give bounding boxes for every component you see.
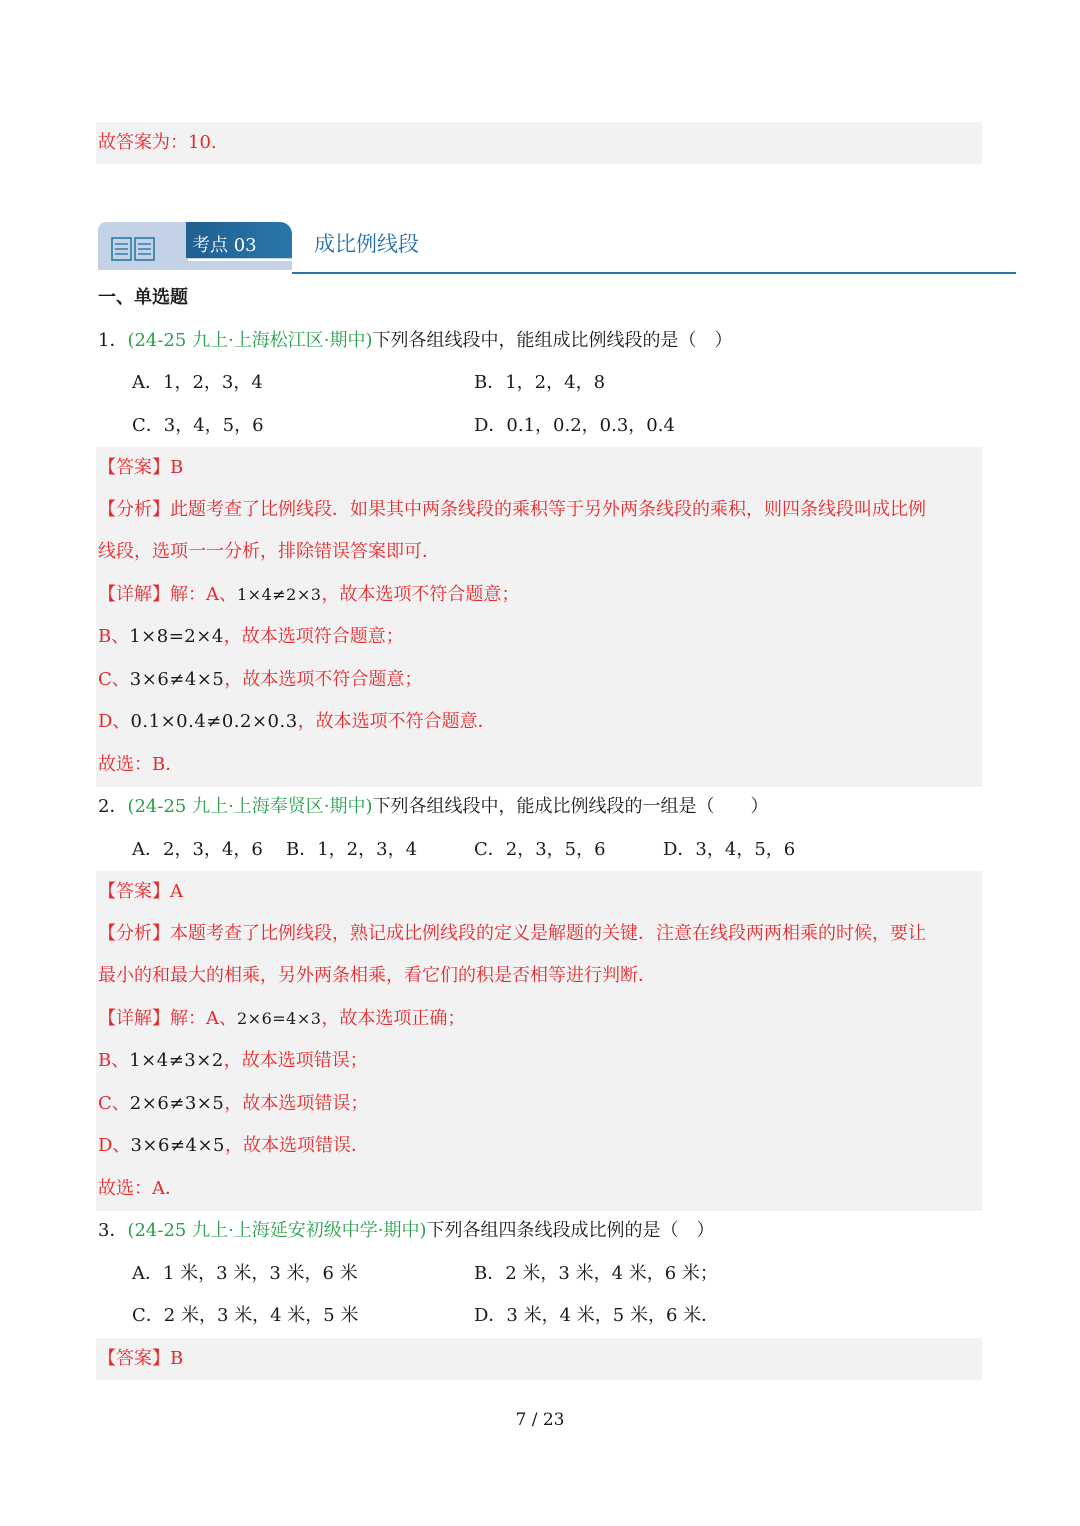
analysis-cont: 最小的和最大的相乘，另外两条相乘，看它们的积是否相等进行判断．: [98, 965, 656, 986]
option-d: D．3 米，4 米，5 米，6 米．: [474, 1305, 720, 1326]
option-d: D．3，4，5，6: [663, 839, 796, 860]
option-a: A．1，2，3，4: [132, 372, 263, 393]
option-b: B．1，2，4，8: [474, 372, 606, 393]
question-stem: 下列各组线段中，能成比例线段的一组是（ ）: [372, 796, 769, 817]
question-source: (24-25 九上·上海松江区·期中): [127, 330, 373, 351]
page-number: 7 / 23: [515, 1410, 565, 1430]
detail: 【详解】解：A、2×6=4×3，故本选项正确；: [98, 1008, 466, 1029]
analysis: 【分析】本题考查了比例线段，熟记成比例线段的定义是解题的关键．注意在线段两两相乘的时候，要让: [98, 923, 926, 944]
answer-shade: [96, 122, 982, 164]
option-c: C．2，3，5，6: [474, 839, 606, 860]
option-a: A．2，3，4，6: [132, 839, 263, 860]
detail-b: B、1×4≠3×2，故本选项错误；: [98, 1050, 368, 1071]
detail-c: C、3×6≠4×5，故本选项不符合题意；: [98, 669, 423, 690]
section-label: 考点 03: [192, 235, 257, 256]
final-answer: 故选：A．: [98, 1178, 183, 1199]
option-d: D．0.1，0.2，0.3，0.4: [474, 415, 675, 436]
book-icon: [110, 236, 158, 262]
section-rule: [292, 272, 1016, 274]
section-title: 成比例线段: [314, 232, 419, 256]
analysis-cont: 线段，选项一一分析，排除错误答案即可．: [98, 541, 440, 562]
detail-d: D、3×6≠4×5，故本选项错误．: [98, 1135, 369, 1156]
option-b: B．1，2，3，4: [286, 839, 418, 860]
question-stem: 下列各组线段中，能组成比例线段的是（ ）: [372, 330, 733, 351]
option-b: B．2 米，3 米，4 米，6 米；: [474, 1263, 718, 1284]
top-answer: 故答案为：10.: [98, 132, 217, 153]
question-3: 3．(24-25 九上·上海延安初级中学·期中)下列各组四条线段成比例的是（ ）: [98, 1220, 715, 1241]
question-stem: 下列各组四条线段成比例的是（ ）: [426, 1220, 715, 1241]
solution-shade: [96, 1338, 982, 1380]
question-2: 2．(24-25 九上·上海奉贤区·期中)下列各组线段中，能成比例线段的一组是（ ）: [98, 796, 769, 817]
question-source: (24-25 九上·上海延安初级中学·期中): [127, 1220, 427, 1241]
analysis: 【分析】此题考查了比例线段．如果其中两条线段的乘积等于另外两条线段的乘积，则四条线段叫成比例: [98, 499, 926, 520]
option-c: C．3，4，5，6: [132, 415, 264, 436]
final-answer: 故选：B．: [98, 754, 184, 775]
detail: 【详解】解：A、1×4≠2×3，故本选项不符合题意；: [98, 584, 520, 605]
detail-c: C、2×6≠3×5，故本选项错误；: [98, 1093, 369, 1114]
answer: 【答案】B: [98, 1348, 184, 1369]
option-c: C．2 米，3 米，4 米，5 米: [132, 1305, 359, 1326]
detail-d: D、0.1×0.4≠0.2×0.3，故本选项不符合题意．: [98, 711, 496, 732]
answer: 【答案】B: [98, 457, 184, 478]
part-heading: 一、单选题: [98, 287, 188, 308]
question-1: 1．(24-25 九上·上海松江区·期中)下列各组线段中，能组成比例线段的是（ ）: [98, 330, 733, 351]
option-a: A．1 米，3 米，3 米，6 米: [132, 1263, 358, 1284]
answer: 【答案】A: [98, 881, 183, 902]
question-source: (24-25 九上·上海奉贤区·期中): [127, 796, 373, 817]
detail-b: B、1×8=2×4，故本选项符合题意；: [98, 626, 404, 647]
